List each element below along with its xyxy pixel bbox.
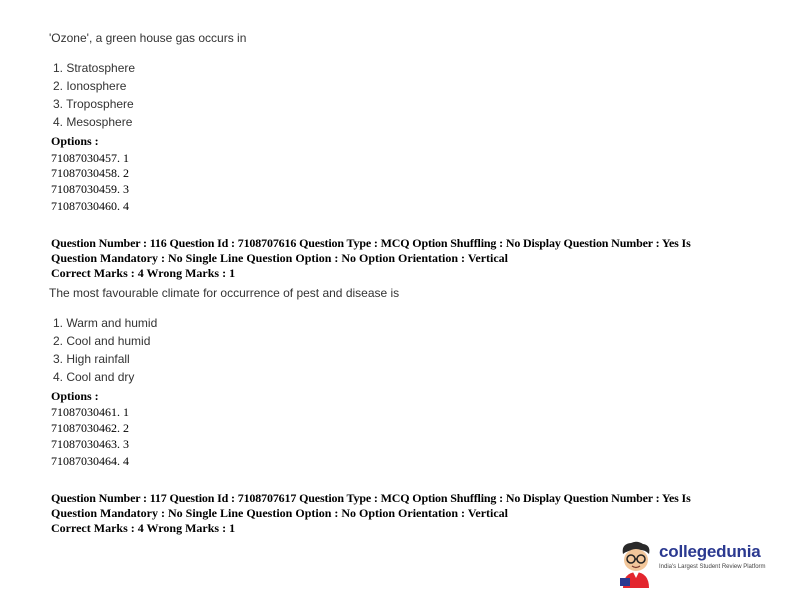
question-115-code-1: 71087030457. 1 — [51, 151, 129, 165]
question-116-code-1: 71087030461. 1 — [51, 405, 129, 419]
brand-name: collegedunia — [659, 542, 761, 561]
question-115-option-4: 4. Mesosphere — [53, 115, 133, 129]
question-116-code-2: 71087030462. 2 — [51, 421, 129, 435]
question-116-options-label: Options : — [51, 389, 99, 403]
question-115-option-2: 2. Ionosphere — [53, 79, 127, 93]
question-115-code-2: 71087030458. 2 — [51, 166, 129, 180]
question-115-options-label: Options : — [51, 134, 99, 148]
question-116-text: The most favourable climate for occurrence of pest and disease is — [49, 286, 400, 300]
question-116-option-1: 1. Warm and humid — [53, 316, 158, 330]
question-116-code-3: 71087030463. 3 — [51, 437, 129, 451]
question-115-code-3: 71087030459. 3 — [51, 182, 129, 196]
question-116-code-4: 71087030464. 4 — [51, 454, 129, 468]
brand-tagline: India's Largest Student Review Platform — [659, 564, 766, 570]
collegedunia-logo — [615, 540, 775, 592]
student-mascot-icon — [615, 540, 657, 590]
question-116-option-2: 2. Cool and humid — [53, 334, 151, 348]
question-116-marks: Correct Marks : 4 Wrong Marks : 1 — [51, 266, 236, 280]
question-117-meta-line-1: Question Number : 117 Question Id : 7108707617 Question Type : MCQ Option Shuffling : No Display Question Number : Yes Is — [51, 491, 691, 505]
question-117-meta-line-2: Question Mandatory : No Single Line Question Option : No Option Orientation : Vertical — [51, 506, 509, 520]
question-116-meta-line-1: Question Number : 116 Question Id : 7108707616 Question Type : MCQ Option Shuffling : No Display Question Number : Yes Is — [51, 236, 691, 250]
question-115-option-3: 3. Troposphere — [53, 97, 134, 111]
question-116-option-4: 4. Cool and dry — [53, 370, 135, 384]
question-115-code-4: 71087030460. 4 — [51, 199, 129, 213]
question-116-meta-line-2: Question Mandatory : No Single Line Question Option : No Option Orientation : Vertical — [51, 251, 509, 265]
question-115-option-1: 1. Stratosphere — [53, 61, 136, 75]
question-116-option-3: 3. High rainfall — [53, 352, 130, 366]
question-115-text: 'Ozone', a green house gas occurs in — [49, 31, 247, 45]
question-117-marks: Correct Marks : 4 Wrong Marks : 1 — [51, 521, 236, 535]
